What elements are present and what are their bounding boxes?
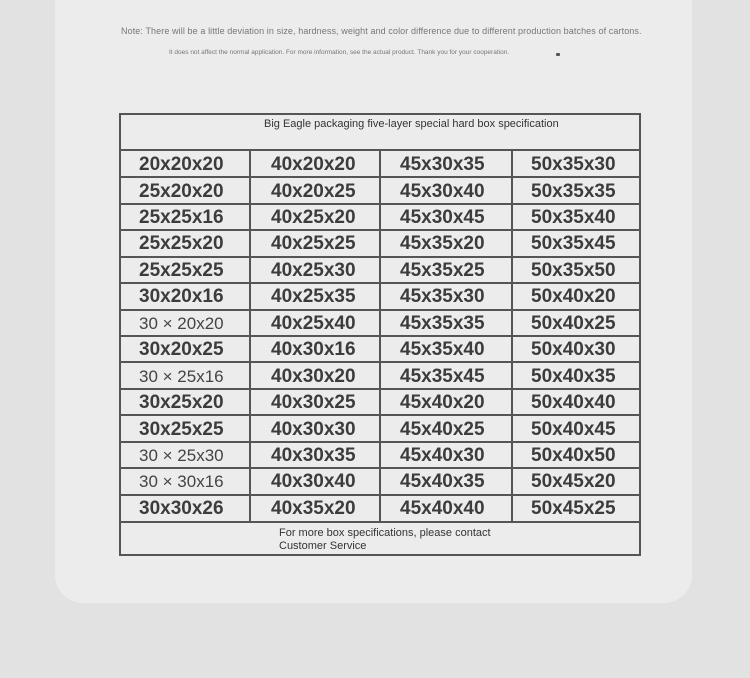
notice-line-1: Note: There will be a little deviation in size, hardness, weight and color difference due to different production batches of cartons. xyxy=(121,26,642,36)
box-size-cell: 30 × 20x20 xyxy=(139,314,224,333)
grid-row-divider xyxy=(121,256,639,258)
box-size-cell: 25x25x25 xyxy=(139,260,224,281)
grid-row-divider xyxy=(121,414,639,416)
box-size-cell: 30x30x26 xyxy=(139,498,224,519)
grid-row-divider xyxy=(121,388,639,390)
box-size-cell: 30 × 25x30 xyxy=(139,446,224,465)
box-size-cell: 25x25x20 xyxy=(139,233,224,254)
box-size-cell: 50x40x35 xyxy=(531,366,616,387)
box-size-cell: 50x40x25 xyxy=(531,313,616,334)
box-size-cell: 45x40x25 xyxy=(400,419,485,440)
box-size-cell: 45x35x30 xyxy=(400,286,485,307)
box-size-cell: 50x35x45 xyxy=(531,233,616,254)
box-size-cell: 40x30x35 xyxy=(271,445,356,466)
box-size-cell: 30 × 30x16 xyxy=(139,472,224,491)
box-size-cell: 50x40x30 xyxy=(531,339,616,360)
box-size-cell: 40x25x25 xyxy=(271,233,356,254)
spec-grid xyxy=(121,151,639,521)
box-size-cell: 40x35x20 xyxy=(271,498,356,519)
box-size-cell: 40x25x20 xyxy=(271,207,356,228)
box-size-cell: 40x25x35 xyxy=(271,286,356,307)
box-size-cell: 25x20x20 xyxy=(139,181,224,202)
spec-table xyxy=(119,113,641,556)
box-size-cell: 45x30x45 xyxy=(400,207,485,228)
box-size-cell: 45x40x40 xyxy=(400,498,485,519)
grid-row-divider xyxy=(121,494,639,496)
box-size-cell: 40x30x16 xyxy=(271,339,356,360)
box-size-cell: 50x40x20 xyxy=(531,286,616,307)
box-size-cell: 40x25x40 xyxy=(271,313,356,334)
box-size-cell: 40x30x20 xyxy=(271,366,356,387)
grid-row-divider xyxy=(121,361,639,363)
footer-line-1: For more box specifications, please contact xyxy=(279,527,491,539)
grid-row-divider xyxy=(121,203,639,205)
grid-row-divider xyxy=(121,335,639,337)
spec-table-title xyxy=(121,115,639,151)
box-size-cell: 45x30x35 xyxy=(400,154,485,175)
box-size-cell: 30x25x20 xyxy=(139,392,224,413)
box-size-cell: 30 × 25x16 xyxy=(139,367,224,386)
box-size-cell: 50x45x20 xyxy=(531,471,616,492)
spec-table-footer xyxy=(121,521,639,556)
grid-row-divider xyxy=(121,309,639,311)
box-size-cell: 45x35x40 xyxy=(400,339,485,360)
box-size-cell: 30x25x25 xyxy=(139,419,224,440)
box-size-cell: 25x25x16 xyxy=(139,207,224,228)
box-size-cell: 45x40x20 xyxy=(400,392,485,413)
box-size-cell: 50x40x50 xyxy=(531,445,616,466)
box-size-cell: 40x30x30 xyxy=(271,419,356,440)
box-size-cell: 50x40x40 xyxy=(531,392,616,413)
footer-line-2: Customer Service xyxy=(279,540,367,552)
box-size-cell: 45x35x45 xyxy=(400,366,485,387)
box-size-cell: 40x30x25 xyxy=(271,392,356,413)
box-size-cell: 45x40x35 xyxy=(400,471,485,492)
box-size-cell: 30x20x16 xyxy=(139,286,224,307)
box-size-cell: 45x35x35 xyxy=(400,313,485,334)
grid-row-divider xyxy=(121,441,639,443)
box-size-cell: 40x25x30 xyxy=(271,260,356,281)
box-size-cell: 40x20x20 xyxy=(271,154,356,175)
box-size-cell: 40x30x40 xyxy=(271,471,356,492)
box-size-cell: 45x35x20 xyxy=(400,233,485,254)
grid-row-divider xyxy=(121,176,639,178)
box-size-cell: 50x40x45 xyxy=(531,419,616,440)
box-size-cell: 45x35x25 xyxy=(400,260,485,281)
spec-table-title-text: Big Eagle packaging five-layer special hard box specification xyxy=(264,118,559,130)
decorative-mark xyxy=(556,53,560,56)
box-size-cell: 50x35x30 xyxy=(531,154,616,175)
grid-row-divider xyxy=(121,467,639,469)
box-size-cell: 50x45x25 xyxy=(531,498,616,519)
box-size-cell: 20x20x20 xyxy=(139,154,224,175)
box-size-cell: 30x20x25 xyxy=(139,339,224,360)
box-size-cell: 50x35x35 xyxy=(531,181,616,202)
grid-row-divider xyxy=(121,282,639,284)
box-size-cell: 40x20x25 xyxy=(271,181,356,202)
notice-line-2: It does not affect the normal application. For more information, see the actual product. Thank you for your cooperation. xyxy=(169,49,510,56)
grid-row-divider xyxy=(121,229,639,231)
box-size-cell: 45x40x30 xyxy=(400,445,485,466)
box-size-cell: 50x35x40 xyxy=(531,207,616,228)
box-size-cell: 45x30x40 xyxy=(400,181,485,202)
box-size-cell: 50x35x50 xyxy=(531,260,616,281)
